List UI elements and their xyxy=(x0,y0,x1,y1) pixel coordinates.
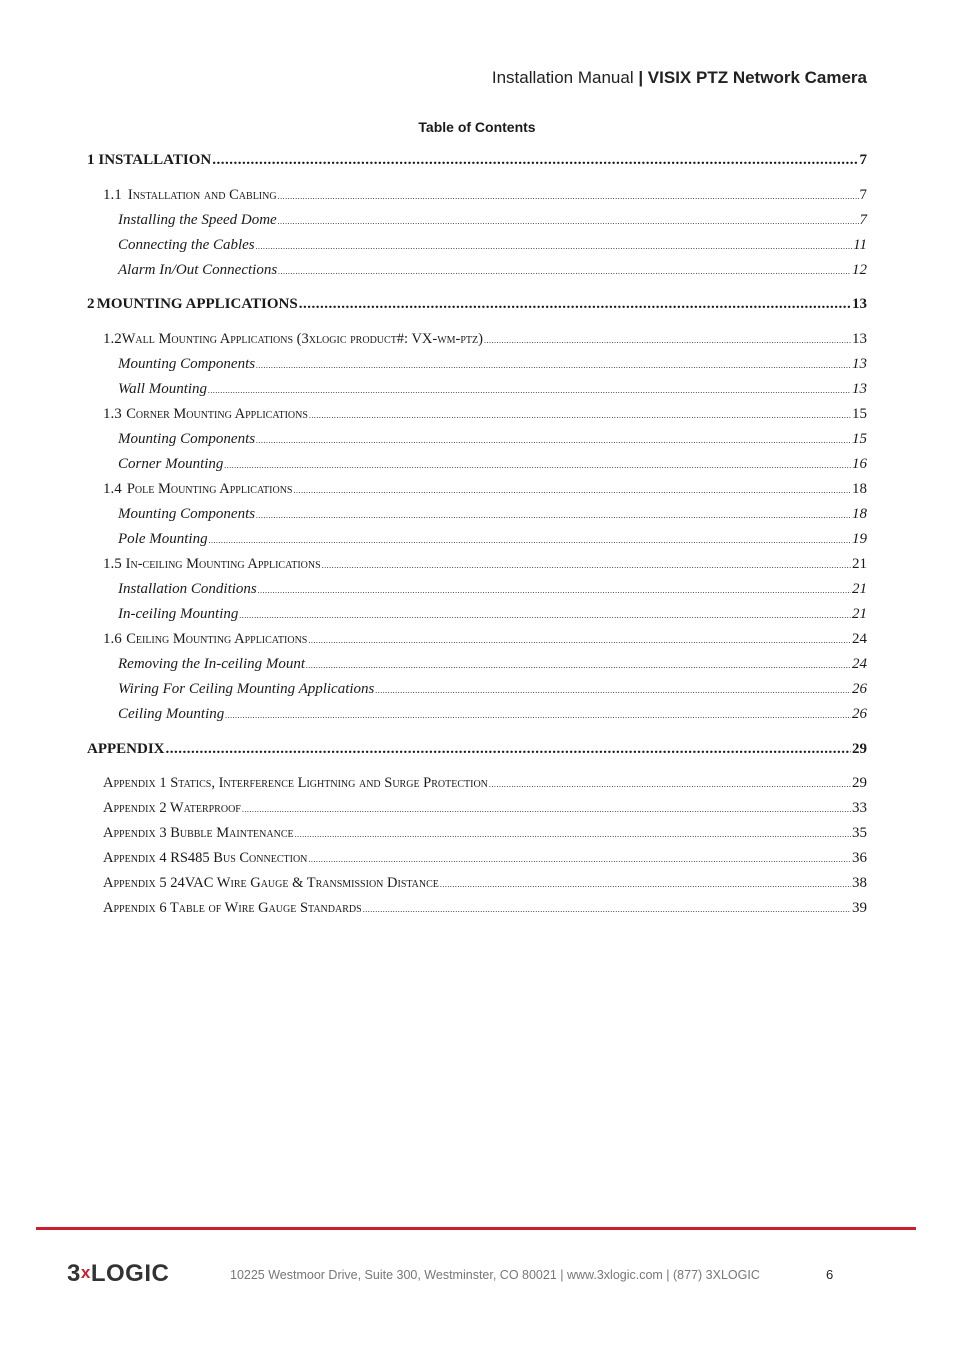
toc-entry-section[interactable] xyxy=(0,187,954,209)
toc-entry-section[interactable] xyxy=(0,556,954,578)
toc-entry-page: 11 xyxy=(853,237,867,253)
toc-entry-label: Mounting Components xyxy=(118,431,256,447)
toc-entry-label: Ceiling Mounting xyxy=(118,706,225,722)
dot-leader xyxy=(294,486,852,495)
toc-entry-appendix[interactable] xyxy=(0,800,954,822)
dot-leader xyxy=(440,880,851,889)
header-doc-title: Installation Manual xyxy=(491,68,639,87)
toc-entry-page: 7 xyxy=(859,152,867,168)
toc-entry-page: 7 xyxy=(859,212,867,228)
toc-entry-label: In-ceiling Mounting xyxy=(118,606,239,622)
dot-leader xyxy=(258,586,851,595)
toc-entry-page: 18 xyxy=(852,481,867,497)
toc-entry-appendix[interactable] xyxy=(0,775,954,797)
toc-entry-number: 1.4 xyxy=(103,481,122,497)
toc-entry-topic[interactable] xyxy=(0,581,954,603)
toc-entry-topic[interactable] xyxy=(0,262,954,284)
toc-entry-page: 18 xyxy=(852,506,867,522)
toc-entry-label: Appendix 2 Waterproof xyxy=(103,800,241,816)
dot-leader xyxy=(209,536,851,545)
toc-entry-page: 39 xyxy=(852,900,867,916)
toc-entry-page: 15 xyxy=(852,431,867,447)
toc-entry-page: 13 xyxy=(852,331,867,347)
toc-entry-label: Corner Mounting Applications xyxy=(126,406,308,422)
toc-entry-page: 13 xyxy=(852,381,867,397)
toc-entry-label: Wall Mounting Applications (3xlogic product#: VX-wm-ptz) xyxy=(121,331,483,347)
toc-entry-label: Appendix 5 24VAC Wire Gauge & Transmission Distance xyxy=(103,875,439,891)
toc-entry-number: 1.1 xyxy=(103,187,122,203)
dot-leader xyxy=(278,267,851,276)
toc-entry-label: Mounting Components xyxy=(118,506,256,522)
toc-entry-label: Appendix 3 Bubble Maintenance xyxy=(103,825,294,841)
dot-leader xyxy=(208,386,851,395)
toc-entry-chapter[interactable] xyxy=(0,741,954,763)
toc-entry-page: 13 xyxy=(852,296,867,312)
toc-entry-page: 38 xyxy=(852,875,867,891)
toc-entry-topic[interactable] xyxy=(0,456,954,478)
toc-entry-page: 26 xyxy=(852,706,867,722)
toc-entry-appendix[interactable] xyxy=(0,825,954,847)
toc-entry-topic[interactable] xyxy=(0,656,954,678)
toc-entry-label: Mounting Components xyxy=(118,356,256,372)
toc-entry-page: 33 xyxy=(852,800,867,816)
toc-entry-topic[interactable] xyxy=(0,356,954,378)
toc-entry-section[interactable] xyxy=(0,481,954,503)
toc-entry-label: Appendix 4 RS485 Bus Connection xyxy=(103,850,308,866)
toc-entry-appendix[interactable] xyxy=(0,900,954,922)
toc-entry-page: 24 xyxy=(852,656,867,672)
toc-entry-page: 29 xyxy=(852,775,867,791)
toc-entry-topic[interactable] xyxy=(0,506,954,528)
toc-entry-number: 1.6 xyxy=(103,631,122,647)
dot-leader xyxy=(322,561,851,570)
toc-entry-page: 21 xyxy=(852,606,867,622)
dot-leader xyxy=(225,711,851,720)
toc-entry-number: 2 xyxy=(87,296,95,312)
toc-entry-page: 19 xyxy=(852,531,867,547)
dot-leader xyxy=(306,661,851,670)
toc-entry-page: 21 xyxy=(852,556,867,572)
toc-entry-label: Removing the In-ceiling Mount xyxy=(118,656,306,672)
toc-entry-page: 29 xyxy=(852,741,867,757)
toc-entry-topic[interactable] xyxy=(0,381,954,403)
toc-entry-page: 35 xyxy=(852,825,867,841)
toc-entry-label: Ceiling Mounting Applications xyxy=(126,631,308,647)
footer-address: 10225 Westmoor Drive, Suite 300, Westminster, CO 80021 | www.3xlogic.com | (877) 3XLOGIC xyxy=(230,1268,760,1282)
toc-entry-page: 24 xyxy=(852,631,867,647)
toc-entry-number: 1.5 xyxy=(103,556,122,572)
dot-leader xyxy=(278,217,859,226)
toc-entry-chapter[interactable] xyxy=(0,152,954,174)
toc-entry-label: Wiring For Ceiling Mounting Applications xyxy=(118,681,375,697)
toc-entry-page: 7 xyxy=(859,187,867,203)
toc-entry-number: 1.3 xyxy=(103,406,122,422)
toc-entry-label: Appendix 6 Table of Wire Gauge Standards xyxy=(103,900,362,916)
dot-leader xyxy=(224,461,851,470)
toc-entry-topic[interactable] xyxy=(0,531,954,553)
toc-entry-page: 12 xyxy=(852,262,867,278)
toc-entry-label: Alarm In/Out Connections xyxy=(118,262,278,278)
dot-leader xyxy=(295,830,851,839)
header-product-title: | VISIX PTZ Network Camera xyxy=(638,68,867,87)
toc-entry-page: 15 xyxy=(852,406,867,422)
toc-entry-chapter[interactable] xyxy=(0,296,954,318)
dot-leader xyxy=(239,611,851,620)
dot-leader xyxy=(256,242,852,251)
toc-entry-number: 1 xyxy=(87,152,95,168)
toc-entry-label: APPENDIX xyxy=(87,741,165,757)
toc-entry-topic[interactable] xyxy=(0,681,954,703)
dot-leader xyxy=(212,152,858,169)
toc-entry-label: MOUNTING APPLICATIONS xyxy=(96,296,298,312)
toc-entry-section[interactable] xyxy=(0,631,954,653)
dot-leader xyxy=(299,296,851,313)
page-number: 6 xyxy=(826,1267,834,1282)
toc-entry-label: In-ceiling Mounting Applications xyxy=(125,556,321,572)
dot-leader xyxy=(256,436,851,445)
toc-entry-appendix[interactable] xyxy=(0,875,954,897)
toc-entry-label: Pole Mounting Applications xyxy=(126,481,293,497)
toc-entry-topic[interactable] xyxy=(0,237,954,259)
toc-entry-page: 21 xyxy=(852,581,867,597)
dot-leader xyxy=(484,336,851,345)
company-logo: 3xLOGIC xyxy=(67,1260,170,1287)
toc-entry-topic[interactable] xyxy=(0,706,954,728)
toc-entry-topic[interactable] xyxy=(0,212,954,234)
toc-entry-topic[interactable] xyxy=(0,606,954,628)
dot-leader xyxy=(309,411,851,420)
toc-entry-label: INSTALLATION xyxy=(98,152,212,168)
footer-divider xyxy=(36,1227,916,1230)
dot-leader xyxy=(375,686,851,695)
dot-leader xyxy=(278,192,859,201)
toc-entry-section[interactable] xyxy=(0,406,954,428)
dot-leader xyxy=(256,361,851,370)
toc-entry-section[interactable] xyxy=(0,331,954,353)
dot-leader xyxy=(256,511,851,520)
dot-leader xyxy=(166,741,852,758)
toc-entry-page: 13 xyxy=(852,356,867,372)
dot-leader xyxy=(242,805,851,814)
dot-leader xyxy=(308,855,851,864)
toc-entry-label: Corner Mounting xyxy=(118,456,224,472)
toc-entry-page: 16 xyxy=(852,456,867,472)
toc-entry-topic[interactable] xyxy=(0,431,954,453)
toc-entry-label: Pole Mounting xyxy=(118,531,208,547)
toc-entry-page: 36 xyxy=(852,850,867,866)
dot-leader xyxy=(308,636,851,645)
toc-heading: Table of Contents xyxy=(418,119,536,135)
toc-entry-label: Installation and Cabling xyxy=(127,187,277,203)
toc-entry-number: 1.2 xyxy=(103,331,122,347)
toc-entry-label: Appendix 1 Statics, Interference Lightning and Surge Protection xyxy=(103,775,488,791)
toc-entry-label: Wall Mounting xyxy=(118,381,208,397)
toc-entry-label: Installing the Speed Dome xyxy=(118,212,277,228)
toc-entry-label: Connecting the Cables xyxy=(118,237,255,253)
dot-leader xyxy=(489,780,851,789)
toc-entry-label: Installation Conditions xyxy=(118,581,257,597)
dot-leader xyxy=(363,905,851,914)
toc-entry-page: 26 xyxy=(852,681,867,697)
toc-entry-appendix[interactable] xyxy=(0,850,954,872)
